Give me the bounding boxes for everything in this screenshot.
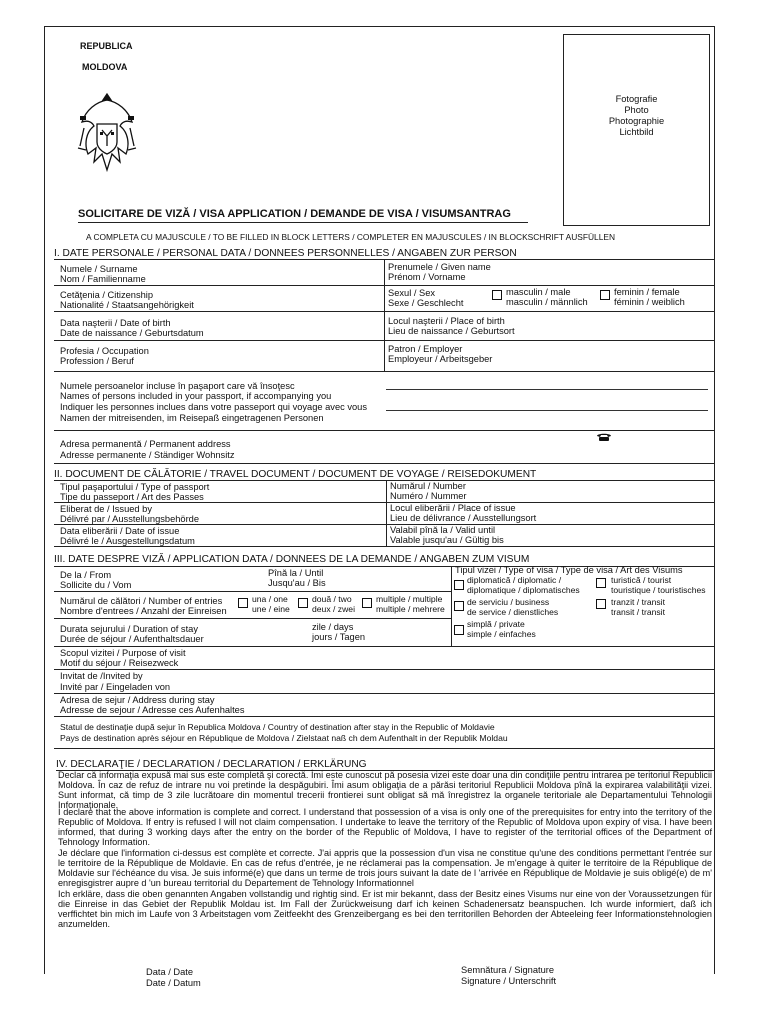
photo-label-de: Lichtbild [619,127,654,137]
address-ro: Adresa permanentă / Permanent address [60,439,231,449]
place-issue-1: Locul eliberării / Place of issue [390,503,516,513]
citizenship-ro: Cetăţenia / Citizenship [60,290,154,300]
country-line2: MOLDOVA [82,62,128,72]
multiple-label-2: multiple / mehrere [376,604,445,614]
tourist-label-2: touristique / touristisches [611,585,706,595]
duration-ro: Durata sejurului / Duration of stay [60,624,198,634]
citizenship-fr: Nationalité / Staatsangehörigkeit [60,300,194,310]
number-1: Numărul / Number [390,481,466,491]
male-label-2: masculin / männlich [506,297,588,307]
telephone-icon [596,432,612,442]
issued-by-1: Eliberat de / Issued by [60,504,152,514]
row-line [54,430,714,431]
declaration-de: Ich erkläre, dass die oben genannten Angaben vollstandig und rightig sind. Er ist mir bekannt, dass der Besitz eines Visums nur eine von der Voraussetzungen für die Einreise in das Gebiet der Republik Moldau ist. Im Fall der Zurückweisung darf ich keinen Schadenersatz beanspuchen. Ich wurde informiert, daß ich verffichtet bin mich im Laufe von 3 Arbeitstagen vom Zeitfeekht des Grenzeibergang es bei den territorillen Behorden der Abteeleing feer Informationstehnologien anzumelden. [58,889,712,929]
invited-fr: Invité par / Eingeladen von [60,682,171,692]
transit-label-1: tranzit / transit [611,597,665,607]
frame-top [44,26,714,27]
pob-fr: Lieu de naissance / Geburtsort [388,326,515,336]
dob-fr: Date de naissance / Geburtsdatum [60,328,204,338]
days-2: jours / Tagen [312,632,366,642]
transit-label-2: transit / transit [611,607,665,617]
female-checkbox[interactable] [600,290,610,300]
signature-label-1: Semnătura / Signature [461,965,555,975]
stay-address-ro: Adresa de sejur / Address during stay [60,695,215,705]
tourist-label-1: turistică / tourist [611,575,672,585]
number-2: Numéro / Nummer [390,491,467,501]
pob-ro: Locul naşterii / Place of birth [388,316,505,326]
entries-fr: Nombre d'entrees / Anzahl der Einreisen [60,606,227,616]
declaration-en: I declare that the above information is complete and correct. I understand that possession of a visa is only one of the prerequisites for entry into the territory of the Republic of Moldova. If entry is refused I will not claim compensation. I undertake to leave the territory of the Republic of Moldova upon expiry of visa. I have been informed, that during 3 working days after the entry on the border of the Republic of Moldova, I have to register of the territorial offices of the Department of Tehnology Information. [58,807,712,847]
date-label-2: Date / Datum [146,978,201,988]
service-label-1: de serviciu / business [467,597,550,607]
s3-vline [451,566,452,646]
service-label-2: de service / dienstliches [467,607,559,617]
male-checkbox[interactable] [492,290,502,300]
persons-en: Names of persons included in your passport, if accompanying you [60,391,332,401]
persons-line-2[interactable] [386,410,708,411]
one-entry-checkbox[interactable] [238,598,248,608]
sex-fr: Sexe / Geschlecht [388,298,464,308]
destination-fr: Pays de destination après séjour en République de Moldova / Zielstaat naß ch dem Aufenthalt in der Republik Moldau [60,733,508,743]
one-label-1: una / one [252,594,288,604]
employer-fr: Employeur / Arbeitsgeber [388,354,493,364]
employer-ro: Patron / Employer [388,344,463,354]
dob-ro: Data naşterii / Date of birth [60,318,171,328]
sex-ro: Sexul / Sex [388,288,436,298]
row-line [54,285,714,286]
s3-row [54,716,714,717]
persons-ro: Numele persoanelor incluse în paşaport care vă însoţesc [60,381,295,391]
two-entries-checkbox[interactable] [298,598,308,608]
photo-label-fr: Photographie [608,116,665,126]
multiple-entries-checkbox[interactable] [362,598,372,608]
occupation-fr: Profession / Beruf [60,356,134,366]
issue-date-1: Data eliberării / Date of issue [60,526,180,536]
diplomatic-label-1: diplomatică / diplomatic / [467,575,562,585]
tourist-checkbox[interactable] [596,578,606,588]
stay-address-fr: Adresse de sejour / Adresse ces Aufenhaltes [60,705,245,715]
row-line [54,340,714,341]
valid-until-1: Valabil pînă la / Valid until [390,525,496,535]
declaration-ro: Declar că informaţia expusă mai sus este completă şi corectă. Îmi este cunoscut pă posesia vizei este doar una din condiţiile pentru intrarea pe teritoriul Republicii Moldova. În caz de refuz de intrare nu voi pretinde la despăgubiri. Îmi asum obligaţia de a părăsi teritoriul Republicii Moldova pînă la expirarea valabilităţii vizei. Sunt informat, că timp de 3 zile lucrătoare din momentul trecerii frontierei sunt obligat să mă înregistrez la organele teritoriale ale Departamentului Tehnologii Informaţionale. [58,770,712,810]
persons-fr: Indiquer les personnes inclues dans votre passeport qui voyage avec vous [60,402,367,412]
issue-date-2: Délivré le / Ausgestellungsdatum [60,536,195,546]
purpose-fr: Motif du séjour / Reisezweck [60,658,179,668]
from-fr: Sollicite du / Vom [60,580,132,590]
coat-of-arms-emblem [72,88,142,176]
frame-right [714,26,715,974]
passport-type-1: Tipul paşaportului / Type of passport [60,482,210,492]
frame-left [44,26,45,974]
multiple-label-1: multiple / multiple [376,594,443,604]
s3-row [54,591,451,592]
declaration-fr: Je déclare que l'information ci-dessus est complète et correcte. J'ai appris que la possession d'un visa ne constitue qu'une des conditions permettant l'entrée sur le territoire de la République de Moldavie. En cas de refus d'entrée, je ne réclamerai pas la compensation. Je m'engage à quiter le territoire de la République de Moldavie sur l'échéance du visa. Je suis informé(e) que dans un terme de trois jours suivant la date de l 'arrivée en République de Moldavie je suis obligé(e) de m' enregisgistrer aupre d 'un bureau territorial du Departement de Tehnology Informationnel [58,848,712,888]
section1-title: I. DATE PERSONALE / PERSONAL DATA / DONNEES PERSONNELLES / ANGABEN ZUR PERSON [54,248,517,259]
s3-row [54,748,714,749]
diplomatic-checkbox[interactable] [454,580,464,590]
entries-ro: Numărul de călători / Number of entries [60,596,223,606]
until-fr: Jusqu'au / Bis [268,578,326,588]
date-label-1: Data / Date [146,967,194,977]
invited-ro: Invitat de /Invited by [60,671,143,681]
purpose-ro: Scopul vizitei / Purpose of visit [60,648,186,658]
s3-row [54,669,714,670]
photo-label-ro: Fotografie [615,94,658,104]
place-issue-2: Lieu de délivrance / Ausstellungsort [390,513,537,523]
given-name-ro: Prenumele / Given name [388,262,491,272]
valid-until-2: Valable jusqu'au / Gültig bis [390,535,504,545]
title-underline [78,222,528,223]
male-label-1: masculin / male [506,287,571,297]
occupation-ro: Profesia / Occupation [60,346,149,356]
section4-title: IV. DECLARAŢIE / DECLARATION / DECLARATION / ERKLÄRUNG [56,759,367,770]
s3-row [54,646,714,647]
photo-label-en: Photo [624,105,649,115]
s3-row [54,618,451,619]
instructions: A COMPLETA CU MAJUSCULE / TO BE FILLED IN BLOCK LETTERS / COMPLETER EN MAJUSCULES / IN BLOCKSCHRIFT AUSFÜLLEN [86,232,615,242]
section3-title: III. DATE DESPRE VIZĂ / APPLICATION DATA / DONNEES DE LA DEMANDE / ANGABEN ZUM VISUM [54,554,530,565]
female-label-2: féminin / weiblich [614,297,685,307]
duration-fr: Durée de séjour / Aufenthaltsdauer [60,634,204,644]
female-label-1: feminin / female [614,287,680,297]
s3-row [54,693,714,694]
form-title: SOLICITARE DE VIZĂ / VISA APPLICATION / DEMANDE DE VISA / VISUMSANTRAG [78,208,511,220]
row-line [54,311,714,312]
service-checkbox[interactable] [454,601,464,611]
simple-label-2: simple / einfaches [467,629,536,639]
s2-vline [386,480,387,546]
one-label-2: une / eine [252,604,290,614]
simple-label-1: simplă / private [467,619,525,629]
signature-label-2: Signature / Unterschrift [461,976,557,986]
transit-checkbox[interactable] [596,599,606,609]
row-line [54,463,714,464]
diplomatic-label-2: diplomatique / diplomatisches [467,585,580,595]
destination-ro: Statul de destinaţie după sejur în Republica Moldova / Country of destination after stay in the Republic of Moldavie [60,722,495,732]
persons-line-1[interactable] [386,389,708,390]
row-line [54,371,714,372]
passport-type-2: Tipe du passeport / Art des Passes [60,492,204,502]
persons-de: Namen der mitreisenden, im Reisepaß eingetragenen Personen [60,413,324,423]
two-label-1: două / two [312,594,352,604]
surname-ro: Numele / Surname [60,264,138,274]
given-name-fr: Prénom / Vorname [388,272,466,282]
s1-vline [384,259,385,371]
days-1: zile / days [312,622,354,632]
section2-title: II. DOCUMENT DE CĂLĂTORIE / TRAVEL DOCUMENT / DOCUMENT DE VOYAGE / REISEDOKUMENT [54,469,537,480]
from-ro: De la / From [60,570,112,580]
s2-line [54,480,714,481]
issued-by-2: Délivré par / Ausstellungsbehörde [60,514,200,524]
two-label-2: deux / zwei [312,604,355,614]
visa-type-title: Tipul vizei / Type of visa / Type de visa / Art des Visums [455,565,683,575]
address-fr: Adresse permanente / Ständiger Wohnsitz [60,450,235,460]
surname-fr: Nom / Familienname [60,274,146,284]
simple-checkbox[interactable] [454,625,464,635]
until-ro: Pînă la / Until [268,568,324,578]
country-line1: REPUBLICA [80,41,133,51]
